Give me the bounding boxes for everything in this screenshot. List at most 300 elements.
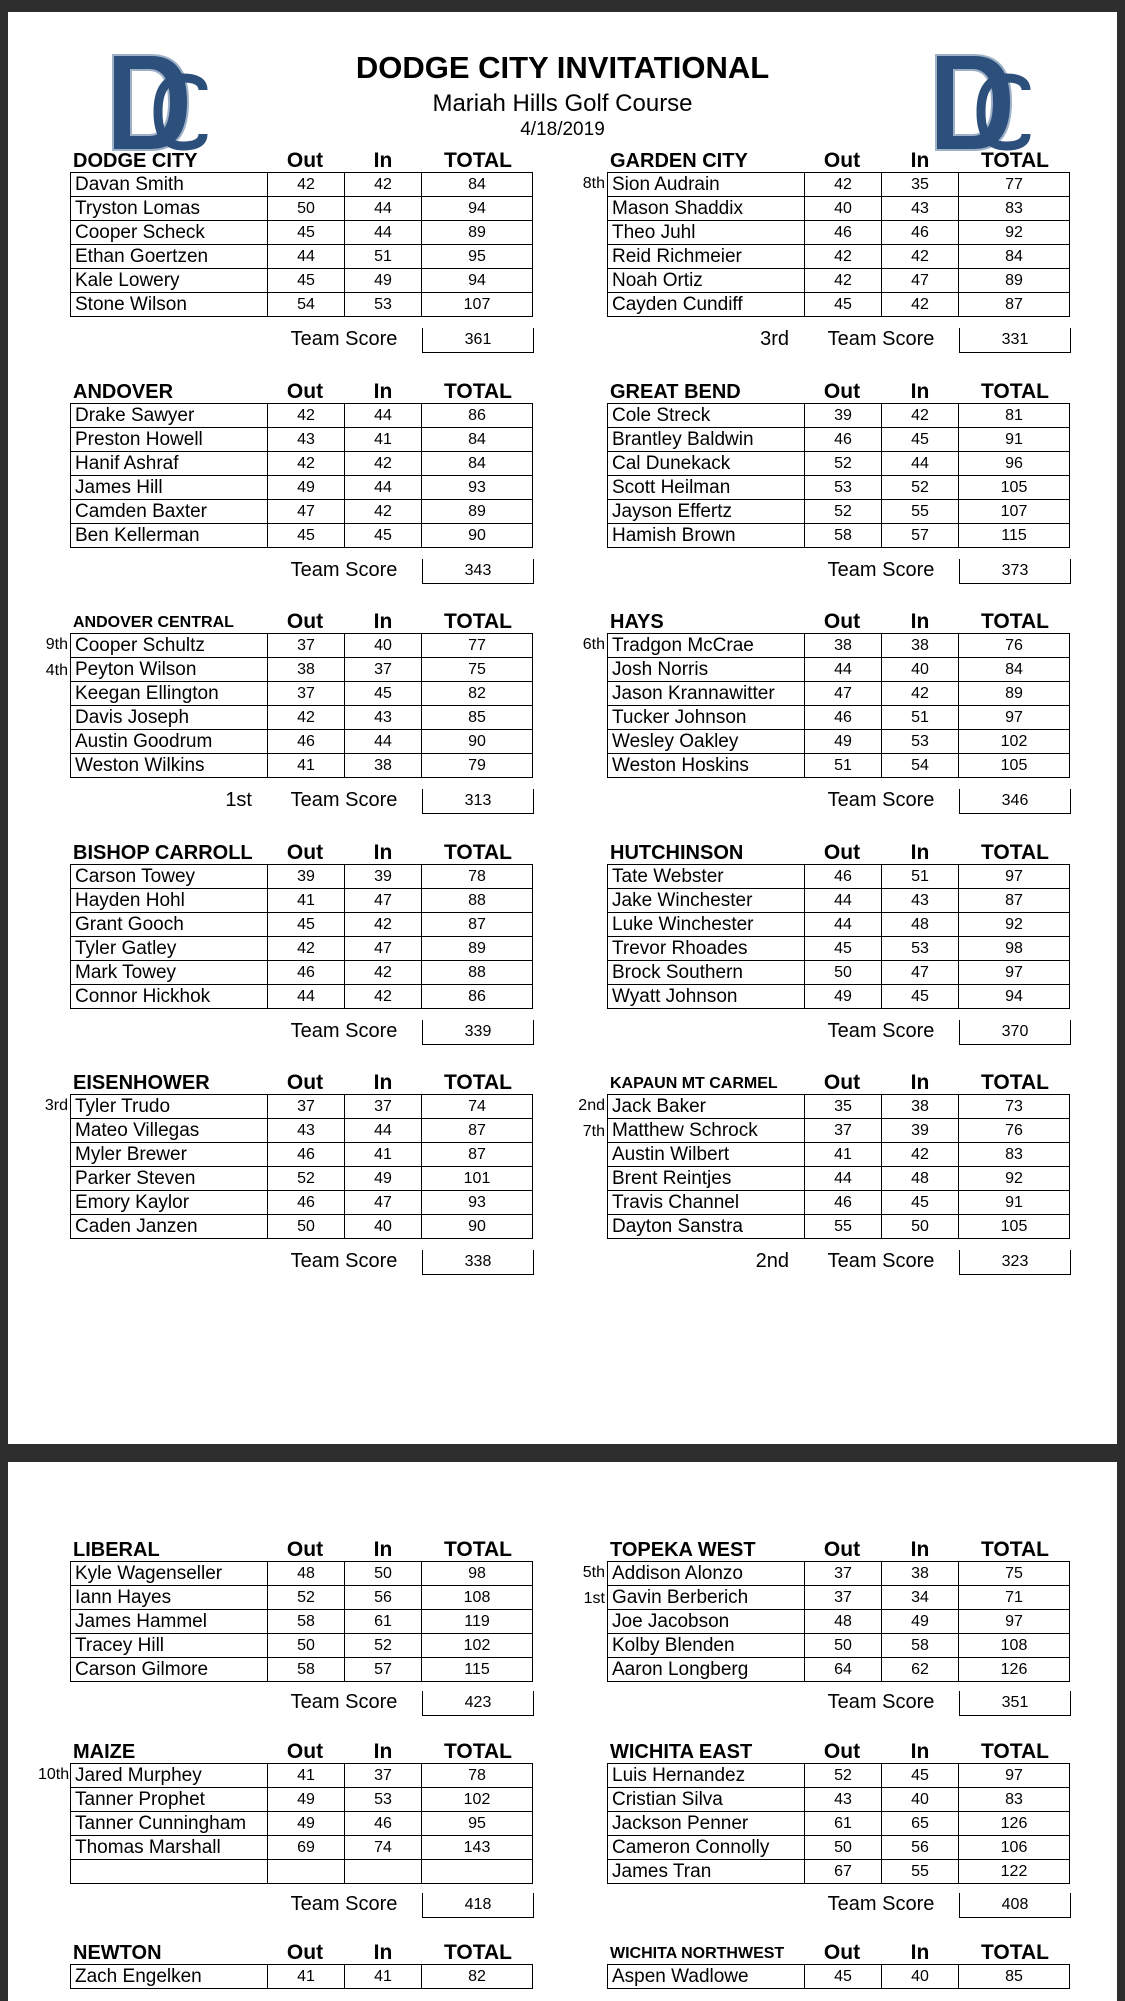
player-in-score: 38	[882, 1095, 959, 1119]
column-header-in: In	[373, 149, 393, 172]
player-scores-table	[607, 1094, 1070, 1239]
player-out-score: 42	[805, 269, 882, 293]
player-out-score: 50	[805, 961, 882, 985]
team-score-label: Team Score	[827, 1691, 935, 1713]
player-in-score: 49	[345, 269, 422, 293]
table-row	[71, 1191, 533, 1215]
team-score-row	[70, 1691, 534, 1717]
player-out-score: 37	[268, 634, 345, 658]
player-total-score: 94	[422, 269, 533, 293]
column-header-total: TOTAL	[980, 380, 1050, 403]
player-in-score: 42	[882, 293, 959, 317]
player-in-score	[345, 1860, 422, 1884]
player-total-score: 83	[959, 1143, 1070, 1167]
team-score-label: Team Score	[827, 1019, 935, 1042]
table-row	[608, 197, 1070, 221]
team-score-row	[607, 1893, 1071, 1919]
team-block-wichita-northwest	[607, 1942, 1107, 2001]
table-row	[608, 221, 1070, 245]
player-total-score: 74	[422, 1095, 533, 1119]
player-total-score: 71	[959, 1586, 1070, 1610]
player-out-score: 50	[805, 1836, 882, 1860]
player-total-score: 84	[959, 245, 1070, 269]
table-row	[71, 1119, 533, 1143]
table-row	[71, 1562, 533, 1586]
table-row	[71, 1095, 533, 1119]
player-name: Jack Baker	[608, 1095, 805, 1119]
player-total-score: 86	[422, 985, 533, 1009]
player-total-score: 92	[959, 913, 1070, 937]
table-row	[608, 1143, 1070, 1167]
player-total-score: 84	[422, 452, 533, 476]
player-out-score: 50	[268, 1634, 345, 1658]
player-name: Ethan Goertzen	[71, 245, 268, 269]
team-name: HUTCHINSON	[610, 842, 744, 864]
player-in-score: 42	[882, 404, 959, 428]
player-name: James Hammel	[71, 1610, 268, 1634]
player-total-score: 87	[422, 1119, 533, 1143]
table-row	[71, 730, 533, 754]
player-in-score: 40	[345, 1215, 422, 1239]
player-in-score: 37	[345, 1764, 422, 1788]
player-out-score: 37	[805, 1586, 882, 1610]
player-in-score: 45	[882, 1191, 959, 1215]
player-scores-table	[70, 864, 533, 1009]
player-scores-table	[607, 1561, 1070, 1682]
player-name: Myler Brewer	[71, 1143, 268, 1167]
player-name: Mark Towey	[71, 961, 268, 985]
column-header-in: In	[373, 841, 393, 864]
column-header-out: Out	[823, 1740, 861, 1763]
player-total-score: 83	[959, 197, 1070, 221]
player-in-score: 40	[882, 658, 959, 682]
player-total-score: 88	[422, 889, 533, 913]
column-header-out: Out	[286, 1941, 324, 1964]
player-total-score: 90	[422, 730, 533, 754]
player-name: Kyle Wagenseller	[71, 1562, 268, 1586]
table-row	[608, 706, 1070, 730]
individual-rank: 5th	[582, 1564, 605, 1581]
player-name: Tyler Trudo	[71, 1095, 268, 1119]
player-in-score: 43	[882, 197, 959, 221]
player-name: Weston Wilkins	[71, 754, 268, 778]
column-header-out: Out	[823, 1071, 861, 1094]
player-name: Luis Hernandez	[608, 1764, 805, 1788]
player-out-score: 64	[805, 1658, 882, 1682]
player-in-score: 42	[882, 1143, 959, 1167]
table-row	[608, 1634, 1070, 1658]
player-total-score: 91	[959, 1191, 1070, 1215]
table-row	[608, 1860, 1070, 1884]
player-name: Thomas Marshall	[71, 1836, 268, 1860]
column-header-out: Out	[286, 1740, 324, 1763]
individual-rank: 1st	[583, 1589, 605, 1607]
team-score-row	[70, 559, 534, 585]
player-total-score: 75	[959, 1562, 1070, 1586]
player-name: Cristian Silva	[608, 1788, 805, 1812]
player-in-score: 37	[345, 658, 422, 682]
player-total-score: 76	[959, 634, 1070, 658]
player-out-score: 37	[268, 1095, 345, 1119]
team-score-value: 338	[422, 1250, 534, 1275]
player-name: Matthew Schrock	[608, 1119, 805, 1143]
player-total-score: 96	[959, 452, 1070, 476]
player-out-score: 46	[805, 1191, 882, 1215]
table-row	[608, 404, 1070, 428]
team-name: GREAT BEND	[610, 381, 741, 403]
player-total-score: 122	[959, 1860, 1070, 1884]
player-scores-table	[70, 403, 533, 548]
individual-rank: 4th	[45, 661, 68, 679]
table-row	[608, 452, 1070, 476]
player-name: Kale Lowery	[71, 269, 268, 293]
column-header-in: In	[910, 841, 930, 864]
scoresheet-page-2	[8, 1462, 1117, 2001]
player-in-score: 58	[882, 1634, 959, 1658]
player-in-score: 62	[882, 1658, 959, 1682]
column-header-in: In	[373, 1538, 393, 1561]
player-total-score: 75	[422, 658, 533, 682]
player-out-score: 48	[268, 1562, 345, 1586]
player-in-score: 47	[345, 889, 422, 913]
team-score-row	[607, 1691, 1071, 1717]
player-name: Joe Jacobson	[608, 1610, 805, 1634]
player-name: Camden Baxter	[71, 500, 268, 524]
player-out-score: 46	[805, 865, 882, 889]
player-in-score: 53	[882, 730, 959, 754]
table-row	[608, 1095, 1070, 1119]
player-out-score: 58	[805, 524, 882, 548]
player-name: Connor Hickhok	[71, 985, 268, 1009]
player-total-score: 95	[422, 1812, 533, 1836]
player-in-score: 40	[882, 1965, 959, 1989]
column-header-total: TOTAL	[980, 149, 1050, 172]
player-name: Gavin Berberich	[608, 1586, 805, 1610]
table-row	[608, 865, 1070, 889]
player-name: Parker Steven	[71, 1167, 268, 1191]
table-row	[71, 500, 533, 524]
player-in-score: 44	[882, 452, 959, 476]
team-block-kapaun-mt-carmel	[578, 1071, 1107, 1292]
table-row	[608, 476, 1070, 500]
player-in-score: 47	[345, 937, 422, 961]
player-name: Carson Towey	[71, 865, 268, 889]
column-header-in: In	[910, 1740, 930, 1763]
player-total-score: 126	[959, 1812, 1070, 1836]
player-total-score: 87	[959, 889, 1070, 913]
player-out-score: 44	[268, 985, 345, 1009]
table-row	[608, 1167, 1070, 1191]
player-name: Mateo Villegas	[71, 1119, 268, 1143]
player-out-score: 49	[805, 730, 882, 754]
column-header-out: Out	[286, 610, 324, 633]
player-name: Emory Kaylor	[71, 1191, 268, 1215]
player-out-score: 42	[268, 452, 345, 476]
player-total-score: 78	[422, 1764, 533, 1788]
player-in-score: 41	[345, 428, 422, 452]
table-row	[71, 476, 533, 500]
table-row	[71, 937, 533, 961]
player-out-score: 46	[268, 1143, 345, 1167]
player-total-score: 115	[422, 1658, 533, 1682]
player-in-score: 42	[345, 961, 422, 985]
player-out-score	[268, 1860, 345, 1884]
player-name: Preston Howell	[71, 428, 268, 452]
column-header-in: In	[373, 1071, 393, 1094]
column-header-total: TOTAL	[443, 149, 513, 172]
player-name: Sion Audrain	[608, 173, 805, 197]
team-score-row	[70, 789, 534, 815]
player-total-score: 105	[959, 476, 1070, 500]
player-out-score: 39	[268, 865, 345, 889]
team-placement: 1st	[225, 788, 252, 811]
player-in-score: 46	[882, 221, 959, 245]
player-out-score: 43	[805, 1788, 882, 1812]
column-header-in: In	[373, 1740, 393, 1763]
player-name: Hayden Hohl	[71, 889, 268, 913]
player-out-score: 41	[268, 754, 345, 778]
team-block-newton	[70, 1942, 570, 2001]
player-out-score: 44	[805, 1167, 882, 1191]
table-row	[71, 1658, 533, 1682]
player-name: Brock Southern	[608, 961, 805, 985]
player-out-score: 37	[805, 1119, 882, 1143]
column-header-out: Out	[823, 610, 861, 633]
table-row	[608, 1658, 1070, 1682]
team-block-andover	[70, 381, 570, 601]
table-row	[71, 1965, 533, 1989]
player-out-score: 45	[805, 937, 882, 961]
table-row	[71, 245, 533, 269]
individual-rank: 9th	[45, 636, 68, 653]
player-out-score: 52	[805, 1764, 882, 1788]
player-out-score: 55	[805, 1215, 882, 1239]
player-name: Tate Webster	[608, 865, 805, 889]
team-name: WICHITA EAST	[610, 1741, 753, 1763]
player-out-score: 67	[805, 1860, 882, 1884]
player-name: Cal Dunekack	[608, 452, 805, 476]
player-total-score: 143	[422, 1836, 533, 1860]
player-total-score: 94	[422, 197, 533, 221]
player-in-score: 43	[882, 889, 959, 913]
player-in-score: 55	[882, 1860, 959, 1884]
player-total-score: 77	[422, 634, 533, 658]
player-in-score: 45	[882, 1764, 959, 1788]
table-row	[608, 682, 1070, 706]
player-in-score: 44	[345, 404, 422, 428]
table-row	[608, 889, 1070, 913]
table-row	[71, 1634, 533, 1658]
player-total-score: 82	[422, 682, 533, 706]
team-name: TOPEKA WEST	[610, 1539, 756, 1561]
player-name: Austin Goodrum	[71, 730, 268, 754]
team-name: BISHOP CARROLL	[73, 842, 253, 864]
column-header-out: Out	[286, 1538, 324, 1561]
column-header-out: Out	[823, 149, 861, 172]
player-total-score: 106	[959, 1836, 1070, 1860]
player-in-score: 46	[345, 1812, 422, 1836]
team-name: NEWTON	[73, 1942, 162, 1964]
player-in-score: 50	[345, 1562, 422, 1586]
player-name: Theo Juhl	[608, 221, 805, 245]
player-total-score: 87	[422, 913, 533, 937]
player-out-score: 45	[268, 221, 345, 245]
player-scores-table	[607, 1763, 1070, 1884]
player-total-score: 97	[959, 706, 1070, 730]
player-out-score: 39	[805, 404, 882, 428]
team-score-value: 418	[422, 1893, 534, 1918]
column-header-total: TOTAL	[443, 1740, 513, 1763]
column-header-total: TOTAL	[980, 1941, 1050, 1964]
table-row	[71, 1586, 533, 1610]
table-row	[71, 889, 533, 913]
team-block-liberal	[70, 1539, 570, 1759]
player-name: Grant Gooch	[71, 913, 268, 937]
team-score-value: 351	[959, 1691, 1071, 1716]
column-header-total: TOTAL	[980, 841, 1050, 864]
player-out-score: 41	[268, 1764, 345, 1788]
player-out-score: 54	[268, 293, 345, 317]
column-header-total: TOTAL	[980, 610, 1050, 633]
column-header-total: TOTAL	[443, 380, 513, 403]
player-out-score: 45	[268, 269, 345, 293]
player-out-score: 61	[805, 1812, 882, 1836]
team-placement: 3rd	[760, 327, 789, 350]
player-out-score: 47	[268, 500, 345, 524]
team-block-bishop-carroll	[70, 842, 570, 1062]
team-score-row	[607, 789, 1071, 815]
player-in-score: 41	[345, 1965, 422, 1989]
team-block-hutchinson	[607, 842, 1107, 1062]
player-out-score: 45	[805, 293, 882, 317]
player-scores-table	[70, 633, 533, 778]
table-row	[608, 754, 1070, 778]
table-row	[71, 754, 533, 778]
player-name: Weston Hoskins	[608, 754, 805, 778]
player-total-score: 102	[422, 1634, 533, 1658]
column-header-out: Out	[286, 149, 324, 172]
player-out-score: 38	[805, 634, 882, 658]
player-scores-table	[70, 172, 533, 317]
player-name: Davis Joseph	[71, 706, 268, 730]
team-name: LIBERAL	[73, 1539, 160, 1561]
player-out-score: 46	[268, 961, 345, 985]
player-total-score: 102	[959, 730, 1070, 754]
player-scores-table	[607, 1964, 1070, 1989]
player-out-score: 46	[805, 428, 882, 452]
table-row	[608, 1836, 1070, 1860]
column-header-in: In	[373, 380, 393, 403]
player-out-score: 52	[268, 1586, 345, 1610]
team-score-row	[607, 1250, 1071, 1276]
player-in-score: 38	[882, 1562, 959, 1586]
player-out-score: 40	[805, 197, 882, 221]
team-score-label: Team Score	[290, 327, 398, 350]
team-score-label: Team Score	[827, 788, 935, 811]
player-in-score: 51	[345, 245, 422, 269]
team-score-label: Team Score	[290, 1249, 398, 1272]
player-total-score: 93	[422, 476, 533, 500]
table-row	[608, 1119, 1070, 1143]
table-row	[608, 730, 1070, 754]
table-row	[71, 524, 533, 548]
individual-rank: 8th	[582, 175, 605, 192]
team-block-topeka-west	[582, 1538, 1107, 1759]
column-header-out: Out	[823, 1941, 861, 1964]
table-row	[71, 706, 533, 730]
player-name: Aaron Longberg	[608, 1658, 805, 1682]
team-block-maize	[38, 1740, 570, 1961]
player-scores-table	[607, 633, 1070, 778]
team-score-value: 373	[959, 559, 1071, 584]
player-name: Caden Janzen	[71, 1215, 268, 1239]
player-in-score: 54	[882, 754, 959, 778]
player-scores-table	[607, 864, 1070, 1009]
table-row	[608, 1764, 1070, 1788]
player-total-score: 87	[959, 293, 1070, 317]
table-row	[71, 428, 533, 452]
player-scores-table	[607, 172, 1070, 317]
column-header-out: Out	[823, 380, 861, 403]
player-name: Cameron Connolly	[608, 1836, 805, 1860]
player-out-score: 37	[268, 682, 345, 706]
player-in-score: 52	[882, 476, 959, 500]
player-in-score: 57	[882, 524, 959, 548]
player-in-score: 49	[882, 1610, 959, 1634]
player-total-score: 88	[422, 961, 533, 985]
team-name: HAYS	[610, 611, 664, 633]
team-score-row	[70, 1893, 534, 1919]
table-row	[71, 452, 533, 476]
player-out-score: 45	[268, 524, 345, 548]
team-score-value: 408	[959, 1893, 1071, 1918]
player-out-score: 42	[268, 937, 345, 961]
player-in-score: 42	[345, 985, 422, 1009]
team-name: WICHITA NORTHWEST	[610, 1945, 785, 1962]
player-in-score: 65	[882, 1812, 959, 1836]
player-total-score: 91	[959, 428, 1070, 452]
player-total-score: 98	[422, 1562, 533, 1586]
player-total-score: 83	[959, 1788, 1070, 1812]
player-in-score: 37	[345, 1095, 422, 1119]
player-total-score	[422, 1860, 533, 1884]
player-total-score: 84	[959, 658, 1070, 682]
player-name: Scott Heilman	[608, 476, 805, 500]
dc-logo-right	[926, 50, 1036, 161]
player-out-score: 44	[805, 658, 882, 682]
player-in-score: 48	[882, 913, 959, 937]
table-row	[608, 1610, 1070, 1634]
player-total-score: 97	[959, 961, 1070, 985]
player-out-score: 44	[805, 889, 882, 913]
player-name: Jake Winchester	[608, 889, 805, 913]
scoresheet-page-1	[8, 12, 1117, 1444]
player-out-score: 53	[805, 476, 882, 500]
table-row	[608, 1562, 1070, 1586]
player-name: Travis Channel	[608, 1191, 805, 1215]
player-out-score: 45	[805, 1965, 882, 1989]
column-header-total: TOTAL	[443, 1071, 513, 1094]
player-name: Mason Shaddix	[608, 197, 805, 221]
table-row	[608, 913, 1070, 937]
player-in-score: 47	[345, 1191, 422, 1215]
player-name: Tracey Hill	[71, 1634, 268, 1658]
player-name	[71, 1860, 268, 1884]
individual-rank: 2nd	[578, 1097, 605, 1114]
player-in-score: 42	[882, 245, 959, 269]
player-in-score: 34	[882, 1586, 959, 1610]
table-row	[608, 500, 1070, 524]
